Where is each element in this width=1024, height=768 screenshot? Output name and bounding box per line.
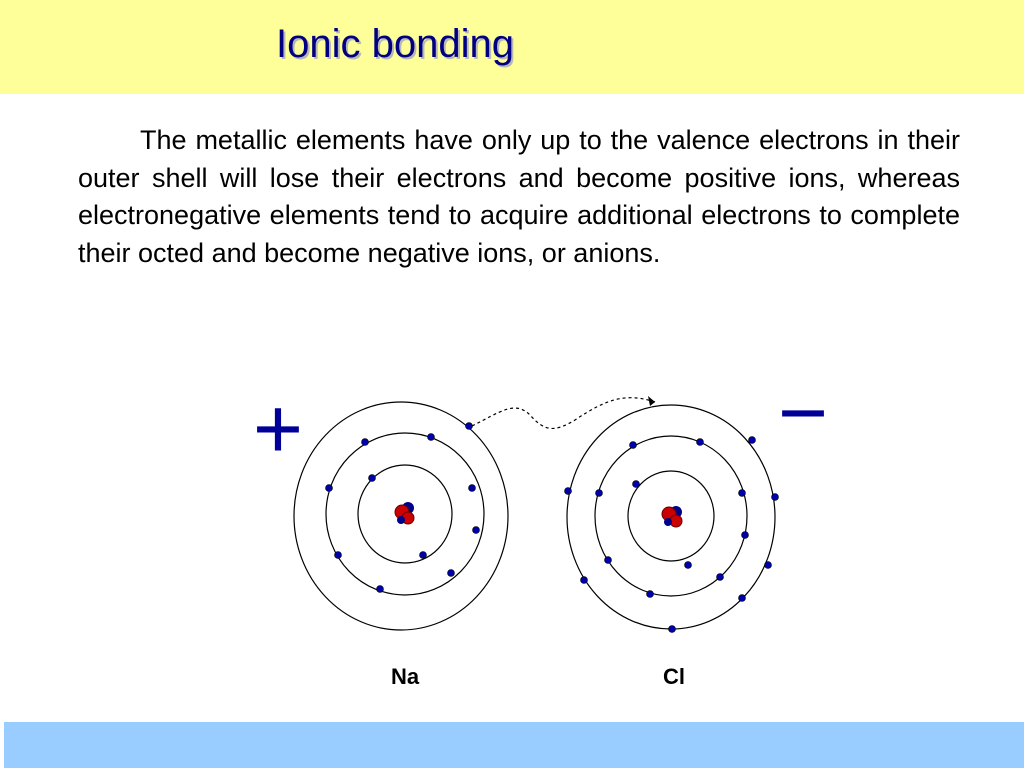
arrowhead-icon <box>648 396 655 406</box>
ionic-bond-diagram <box>0 380 1024 700</box>
slide-title: Ionic bonding <box>276 22 514 66</box>
electron <box>605 557 612 564</box>
electron <box>697 439 704 446</box>
electron <box>685 562 692 569</box>
body-paragraph: The metallic elements have only up to the valence electrons in their outer shell will lose their electrons and become positive ions, whereas electronegative elements tend to acquire additional electrons to complete their octed and become negative ions, or anions. <box>78 125 960 268</box>
electron <box>772 494 779 501</box>
na-atom <box>294 402 508 630</box>
electron <box>717 574 724 581</box>
electron <box>420 552 427 559</box>
electron <box>448 570 455 577</box>
electron-transfer-arrow <box>472 398 655 429</box>
electron <box>469 485 476 492</box>
electron <box>581 577 588 584</box>
electron <box>326 485 333 492</box>
electron <box>739 595 746 602</box>
electron <box>473 527 480 534</box>
electron <box>765 562 772 569</box>
electron <box>369 475 376 482</box>
electron <box>565 488 572 495</box>
minus-sign: − <box>777 380 829 461</box>
electron <box>377 586 384 593</box>
electron <box>428 434 435 441</box>
electron <box>466 423 473 430</box>
electron <box>596 490 603 497</box>
electron <box>630 442 637 449</box>
cl-atom <box>565 405 779 633</box>
electron <box>742 532 749 539</box>
na-label: Na <box>390 664 420 689</box>
cl-nucleus <box>662 506 682 527</box>
electron <box>633 481 640 488</box>
footer-bar <box>4 722 1024 768</box>
electron <box>749 437 756 444</box>
electron <box>335 552 342 559</box>
electron <box>362 439 369 446</box>
na-nucleus <box>395 502 414 524</box>
electron <box>647 591 654 598</box>
plus-sign: + <box>252 381 304 477</box>
electron <box>669 626 676 633</box>
electron <box>739 490 746 497</box>
cl-label: Cl <box>663 664 685 689</box>
